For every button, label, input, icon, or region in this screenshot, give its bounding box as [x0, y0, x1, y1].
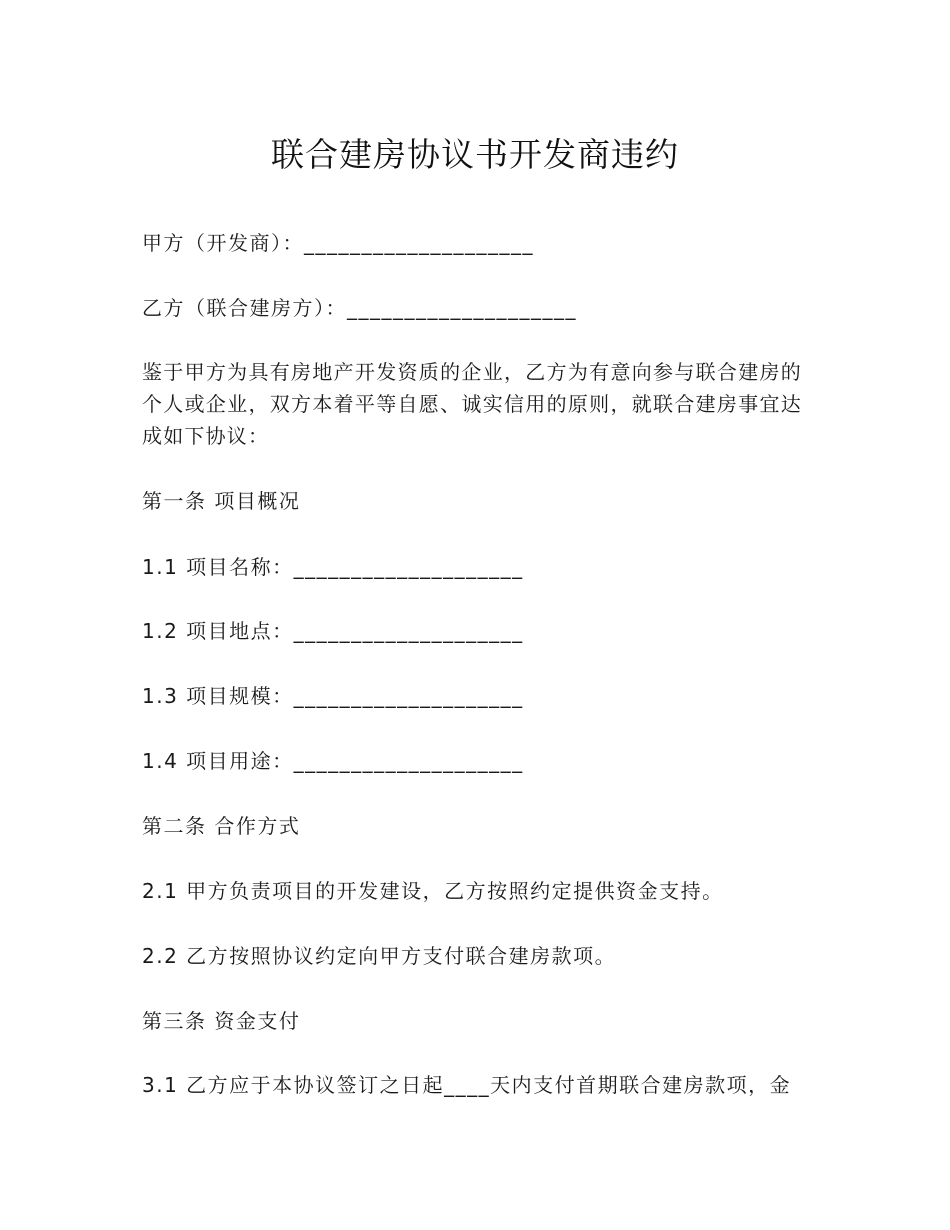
article-2-item-1: 2.1 甲方负责项目的开发建设，乙方按照约定提供资金支持。: [142, 879, 724, 903]
article-1-item-2: 1.2 项目地点：____________________: [142, 619, 524, 643]
article-3-item-1: 3.1 乙方应于本协议签订之日起____天内支付首期联合建房款项，金: [142, 1073, 792, 1097]
article-1-item-4: 1.4 项目用途：____________________: [142, 749, 524, 773]
article-2-heading: 第二条 合作方式: [142, 814, 301, 838]
document-title: 联合建房协议书开发商违约: [271, 135, 679, 174]
party-a-line: 甲方（开发商）：____________________: [142, 231, 534, 255]
article-2-item-2: 2.2 乙方按照协议约定向甲方支付联合建房款项。: [142, 944, 617, 968]
preamble-paragraph: 鉴于甲方为具有房地产开发资质的企业，乙方为有意向参与联合建房的个人或企业，双方本着平等自愿、诚实信用的原则，就联合建房事宜达成如下协议：: [142, 360, 802, 448]
article-3-heading: 第三条 资金支付: [142, 1009, 301, 1033]
party-b-line: 乙方（联合建房方）：____________________: [142, 296, 577, 320]
article-1-item-1: 1.1 项目名称：____________________: [142, 555, 524, 579]
article-1-item-3: 1.3 项目规模：____________________: [142, 684, 524, 708]
article-1-heading: 第一条 项目概况: [142, 489, 301, 513]
